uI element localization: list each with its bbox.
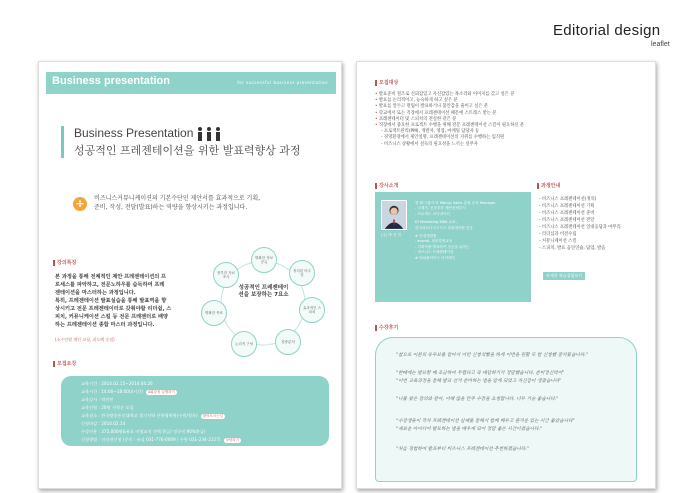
- list-item: - 비즈니스 프레젠테이션 일대응답과 마무리: [539, 225, 621, 230]
- section-label-instructor: 강사소개: [375, 182, 398, 189]
- leaflet-page-front: [38, 61, 342, 489]
- review-item: "처음 경험하여 발표부터 비즈니스 프레젠테이션 추천하겠습니다.": [396, 447, 529, 452]
- directions-link[interactable]: 찾아오시는길: [202, 414, 223, 418]
- features-note: (소수인원 개인 코칭, 피드백 중점): [55, 337, 115, 342]
- instructor-bio: 현 KT그룹사 IT Mecup Sales 총괄 수석 Manager - 국제전, 공공부문 제안전담부서 - 프로젝트 코디네이터 KT Marketing MBA 수료, 한국파로디지시시스 결영대학원 전공 # 인재개발원 - scandi, 정의경영교육 - 기획역량 발표하여 성공을 위하는 - 비즈니스 프레젠테이션 # 외피플아이드 마이테이: [415, 201, 496, 260]
- hero-title-ko: 성공적인 프레젠테이션을 위한 발표력향상 과정: [74, 144, 301, 157]
- cycle-node: 청중분석: [275, 329, 301, 355]
- section-label-schedule: 모집요강: [53, 360, 76, 367]
- people-icon: [195, 126, 223, 142]
- section-label-target: 모집대상: [375, 79, 398, 86]
- review-item: "참으로 이분의 유투보를 알아서 이런 신청석했을 하게 이번을 원활 모 함 신청했 잘지웠습니다.": [396, 353, 588, 358]
- instructor-photo: [381, 200, 407, 230]
- curriculum-list: [539, 196, 649, 252]
- list-item: - 비즈니스 프레젠테이션 전달: [539, 218, 595, 223]
- list-item: • 직장에서 중요한 프로젝트 수행을 위해 전문 프레젠테이션 스킬이 필요하신 분: [375, 123, 525, 129]
- hero-title-en: Business Presentation: [74, 126, 194, 140]
- banner-title: Business presentation: [52, 75, 170, 87]
- review-item: "한때에는 발표할 때 조금하여 두렵다고 꼭 대답하기가 정말했습니다, 준비정신력이": [396, 371, 565, 376]
- schedule-row: 교육시간 : 14:00~18:00(4시간) 4회강정 실행하기: [81, 389, 175, 394]
- list-item: - 커뮤니케이션 스킬: [539, 239, 577, 244]
- list-item: • 발표를 앞두고 떨림이 발표하거나 불안감을 줄이고 싶은 분: [375, 104, 489, 110]
- list-item: - 프로젝트관리(PM), 개발자, 영업, 마케팅 담당자 등: [381, 129, 480, 135]
- features-text: 본 과정을 통해 전체적인 제안 프레젠테이션의 프 로세스를 파악하고, 전문노하우를 습득하여 프레 젠테이션을 마스터하는 과정입니다. 특히, 프레젠테이션 발표실습을 통해 발표역을 향 상시키고 전문 프레젠테이터로 갖춰야할 리더쉽, 스 피치, 커뮤니케이션 스킬 등 전문 프레젠터로 배양 하는 프레젠테이션 종합 마스터 과정입니다.: [55, 274, 172, 328]
- cycle-node: 명확한 목표: [201, 300, 227, 326]
- section-label-reviews: 수강후기: [375, 324, 398, 331]
- section-label-curriculum: 과정안내: [537, 182, 560, 189]
- list-item: - 스피치, 발표 음연연습, 답업, 발음: [539, 246, 606, 251]
- target-list: [375, 92, 645, 148]
- reviews-box: [375, 337, 637, 482]
- banner-tagline: for successful business presentation: [237, 80, 328, 85]
- schedule-row: 교육강사 : 박진민: [81, 397, 114, 402]
- cycle-center-text: 성공적인 프레젠테이션을 보장하는 7요소: [238, 285, 289, 298]
- hero-heading: [61, 126, 301, 158]
- review-item: "새로운 아이디어 발표하는 법을 배우게 되어 정말 좋은 시간이였습니다.": [396, 427, 543, 432]
- review-item: "수강생들이 각자 프레젠테이션 실제를 통해서 함께 배우고 즐거운 있는 시간 좋았습니다": [396, 419, 575, 424]
- schedule-row: 교육장소 : 한국방송통신대학교 경기지역 산학협력원(수원/정자) 찾아오시는길: [81, 413, 223, 418]
- schedule-badge[interactable]: 4회강정 실행하기: [147, 390, 175, 394]
- instructor-name: (주) 박 진 민: [381, 233, 402, 237]
- schedule-row: 수강비용 : 375,000원&유호 비영교직 전액 환급/ 정규직 90%환급): [81, 429, 206, 434]
- intro-text: 비즈니스커뮤니케이션의 기본수단인 제안서를 효과적으로 기획, 준비, 작성, 전달(발표)하는 역량을 향상시키는 과정입니다.: [94, 195, 261, 211]
- editorial-title: Editorial design: [553, 22, 661, 39]
- instructor-panel: [375, 192, 531, 302]
- list-item: - 비즈니스 프레젠테이션 준비: [539, 211, 595, 216]
- plus-icon: +: [73, 197, 87, 211]
- cycle-node: 효과적인 스피치: [299, 297, 325, 323]
- banner: [46, 72, 336, 94]
- editorial-subtitle: leaflet: [651, 41, 670, 48]
- list-item: - 경영환경에서 제안설명, 프레젠테이션의 지위를 수행하는 임직원: [381, 135, 505, 141]
- cycle-node: 정리된 비주얼: [289, 260, 315, 286]
- curriculum-detail-button[interactable]: 자세한 학습경험보기: [543, 272, 585, 280]
- schedule-row: 신청방법 : 인터넷신청 (문의 : 유실 031-776-0009 / 수원 031-234-2127) 상담하기: [81, 437, 240, 442]
- schedule-row: 교육기간 : 2014.02.15~2014.04.26: [81, 381, 153, 386]
- schedule-row: 신청마감 : 2014.02.14: [81, 421, 126, 426]
- list-item: - 비즈니스 프레젠테이션(정의): [539, 197, 597, 202]
- cycle-node: 풍부한 자료조사: [213, 262, 239, 288]
- list-item: - 비즈니스 프레젠테이션 기획: [539, 204, 595, 209]
- review-item: "나를 찾은 강의와 같아, 이해 않을 만주 수강을 요청합니다. 너무 기술 좋습니다.": [396, 397, 559, 402]
- section-label-features: 강의특징: [53, 259, 76, 266]
- list-item: • 발표를 논리적이고, 능숙하게 하고 싶은 분: [375, 98, 458, 104]
- schedule-box: [61, 376, 329, 446]
- consult-link[interactable]: 상담하기: [225, 438, 240, 442]
- leaflet-page-back: [356, 61, 656, 489]
- seven-elements-diagram: [191, 245, 336, 360]
- review-item: "이번 교육과정을 통해 발표 선거 준비하는 법을 알게 되었고 자신감이 생겼습니다": [396, 379, 562, 384]
- list-item: • 프레젠테이터 및 스피치의 전실한 같은 분: [375, 116, 457, 122]
- list-item: - 리더십과 비전수립: [539, 232, 577, 237]
- schedule-row: 교육인원 : 20명 선착순 모집: [81, 405, 134, 410]
- cycle-node: 논리적 구성: [231, 331, 257, 357]
- cycle-node: 명확한 정보 공유: [251, 247, 277, 273]
- list-item: • 학교에서 또는 직장에서 프레젠테이션 때문에 스트레스 받는 분: [375, 110, 497, 116]
- list-item: • 발표준비 철조로 신뢰감있고 자신감있는 목소리와 이미지를 갖고 싶은 분: [375, 92, 515, 97]
- list-item: - 비즈니스 상황에서 설득의 필요성을 느끼는 실무자: [381, 141, 478, 147]
